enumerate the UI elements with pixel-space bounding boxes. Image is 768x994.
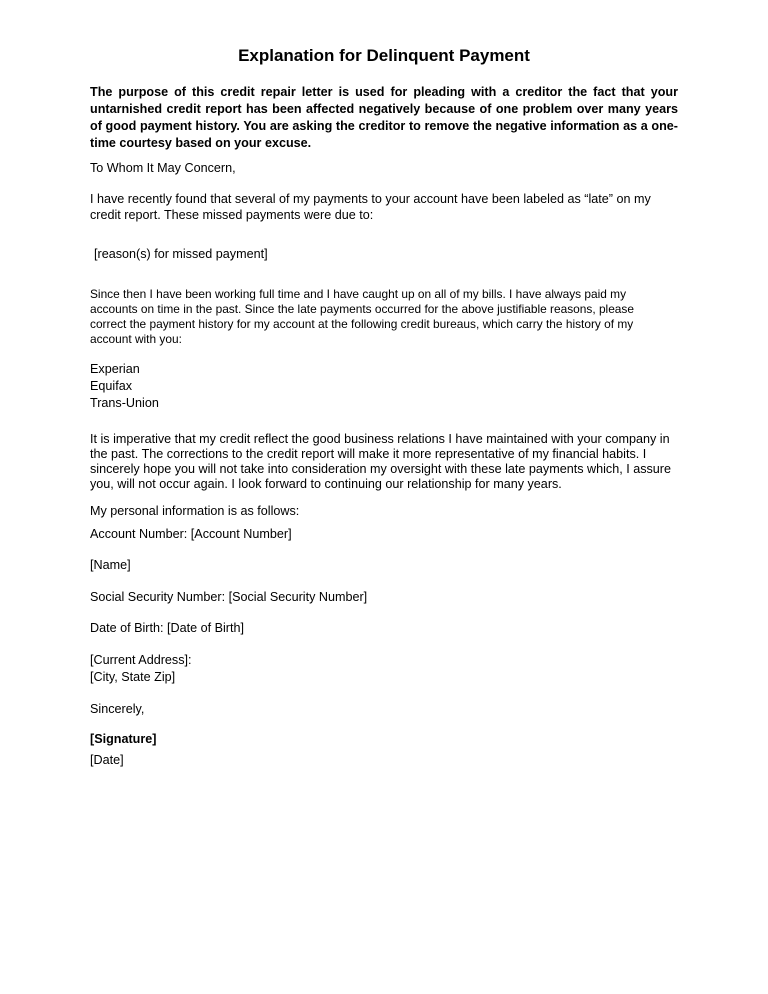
salutation: To Whom It May Concern, <box>90 161 236 175</box>
bureau-list-item: Trans-Union <box>90 396 159 410</box>
paragraph-line: Since then I have been working full time and I have caught up on all of my bills. I have always paid my <box>90 287 627 301</box>
paragraph-line: sincerely hope you will not take into consideration my oversight with these late payments which, I assure <box>90 462 672 476</box>
dob-line: Date of Birth: [Date of Birth] <box>90 621 244 635</box>
intro-paragraph: The purpose of this credit repair letter is used for pleading with a creditor the fact that your untarnished credit report has been affected negatively because of one problem over many years of good payment history. You are asking the creditor to remove the negative information as a one-time courtesy based on your excuse. <box>90 85 678 150</box>
closing: Sincerely, <box>90 702 145 716</box>
bureau-list-item: Experian <box>90 362 140 376</box>
ssn-line: Social Security Number: [Social Security Number] <box>90 590 368 604</box>
paragraph-imperative <box>90 432 680 492</box>
paragraph-line: credit report. These missed payments were due to: <box>90 208 374 222</box>
paragraph-catch-up <box>90 287 680 347</box>
paragraph-line: account with you: <box>90 332 182 346</box>
current-address-line: [Current Address]: <box>90 653 192 667</box>
page-title: Explanation for Delinquent Payment <box>238 46 530 65</box>
paragraph-line: I have recently found that several of my payments to your account have been labeled as “late” on my <box>90 192 651 206</box>
paragraph-line: correct the payment history for my account at the following credit bureaus, which carry the history of my <box>90 317 634 331</box>
reason-placeholder: [reason(s) for missed payment] <box>94 247 268 261</box>
paragraph-line: the past. The corrections to the credit report will make it more representative of my financial habits. I <box>90 447 647 461</box>
name-line: [Name] <box>90 558 131 572</box>
paragraph-line: It is imperative that my credit reflect the good business relations I have maintained with your company in <box>90 432 670 446</box>
date-placeholder: [Date] <box>90 753 124 767</box>
bureau-list-item: Equifax <box>90 379 133 393</box>
paragraph-line: accounts on time in the past. Since the late payments occurred for the above justifiable reasons, please <box>90 302 634 316</box>
paragraph-late-payments <box>90 191 680 223</box>
signature-placeholder: [Signature] <box>90 732 157 746</box>
account-number-line: Account Number: [Account Number] <box>90 527 292 541</box>
paragraph-line: you, will not occur again. I look forward to continuing our relationship for many years. <box>90 477 562 491</box>
personal-info-intro: My personal information is as follows: <box>90 504 300 518</box>
city-state-zip-line: [City, State Zip] <box>90 670 176 684</box>
